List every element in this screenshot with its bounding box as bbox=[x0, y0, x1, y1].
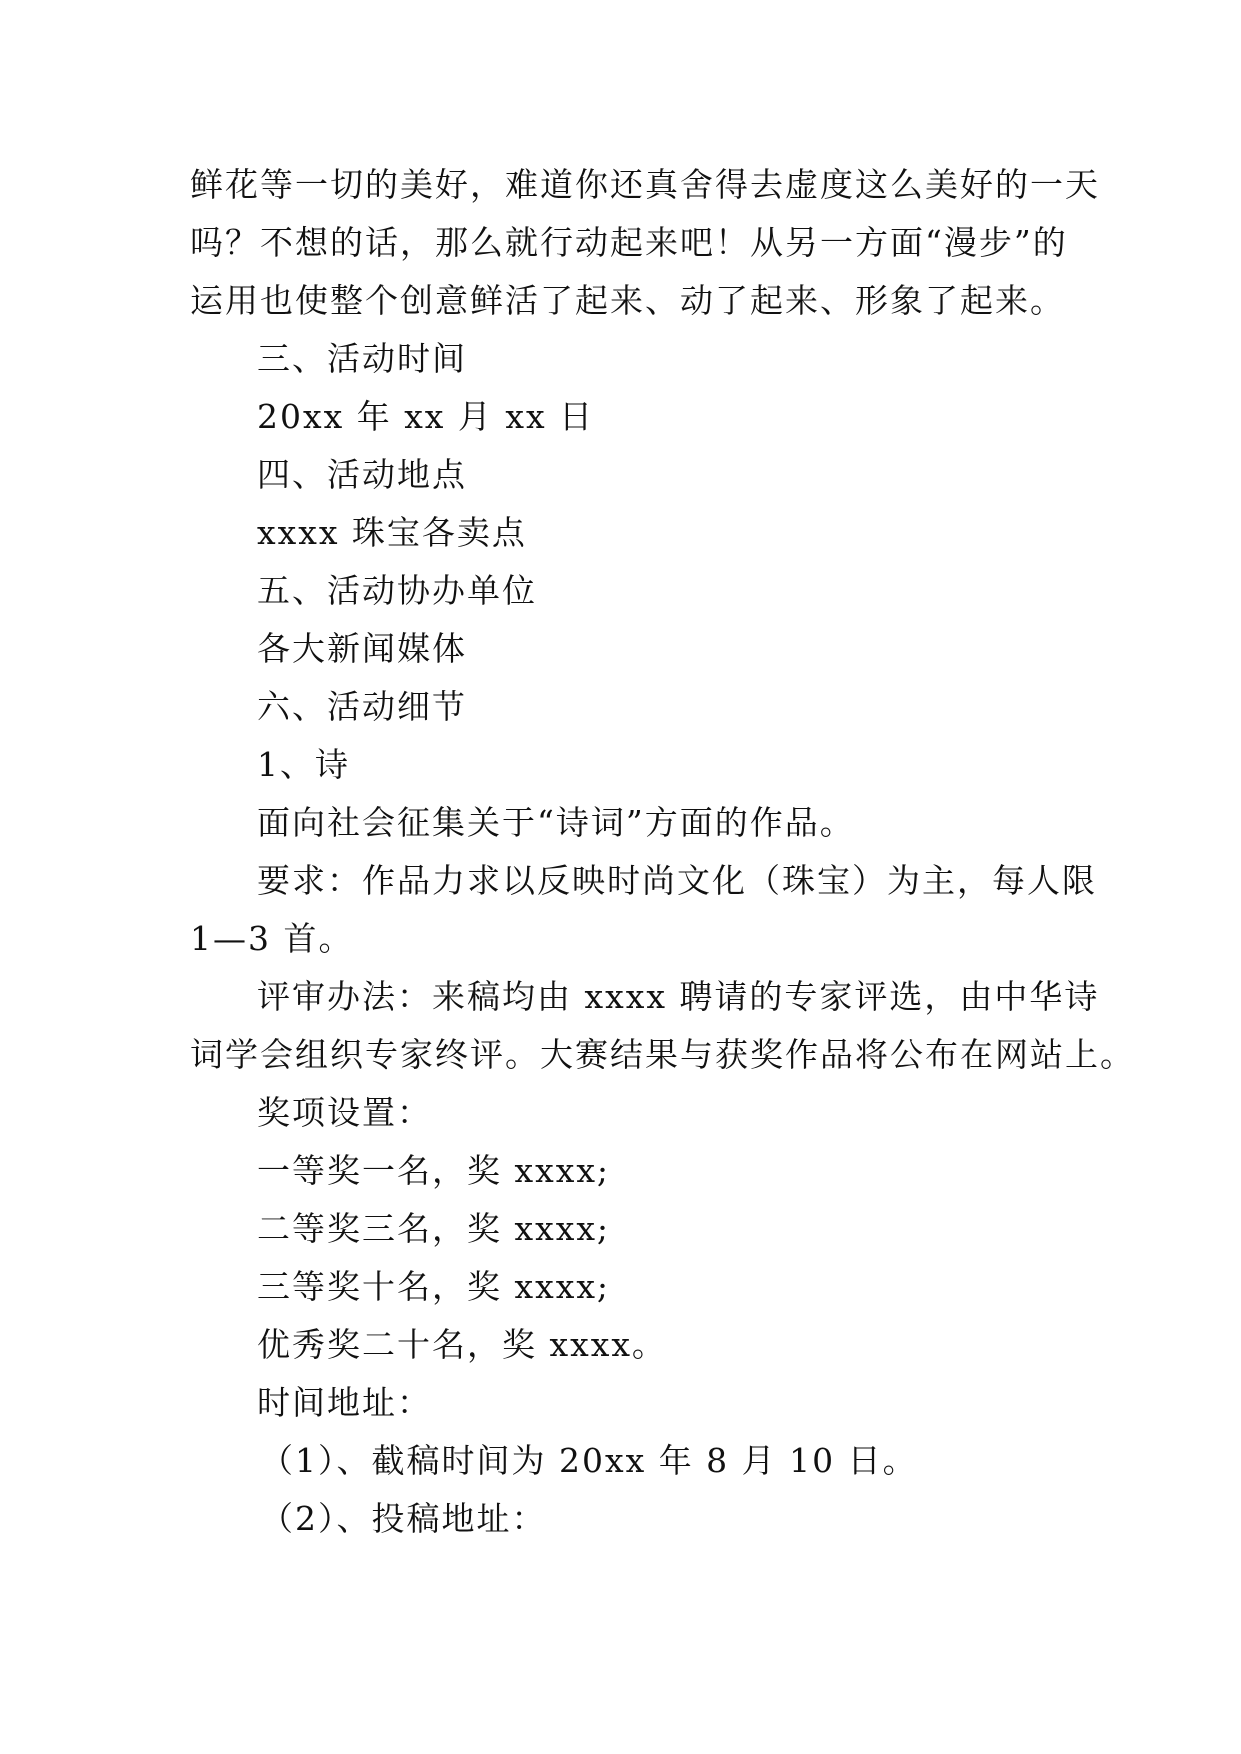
section-heading: 五、活动协办单位 bbox=[257, 571, 537, 610]
paragraph-line: 词学会组织专家终评。大赛结果与获奖作品将公布在网站上。 bbox=[190, 1035, 1135, 1074]
paragraph-line: 时间地址： bbox=[257, 1383, 432, 1422]
list-item: 优秀奖二十名，奖 xxxx。 bbox=[257, 1325, 667, 1364]
list-item: （1）、截稿时间为 20xx 年 8 月 10 日。 bbox=[260, 1441, 918, 1480]
paragraph-line: 评审办法：来稿均由 xxxx 聘请的专家评选，由中华诗 bbox=[257, 977, 1100, 1016]
list-item: 二等奖三名，奖 xxxx; bbox=[257, 1209, 611, 1248]
paragraph-line: 奖项设置： bbox=[257, 1093, 432, 1132]
paragraph-line: 吗？不想的话，那么就行动起来吧！从另一方面“漫步”的 bbox=[190, 223, 1068, 262]
list-item: 一等奖一名，奖 xxxx; bbox=[257, 1151, 611, 1190]
paragraph-line: 运用也使整个创意鲜活了起来、动了起来、形象了起来。 bbox=[190, 281, 1065, 320]
paragraph-line: 面向社会征集关于“诗词”方面的作品。 bbox=[257, 803, 855, 842]
list-item: （2）、投稿地址： bbox=[260, 1499, 547, 1538]
section-heading: 三、活动时间 bbox=[257, 339, 467, 378]
paragraph-line: 各大新闻媒体 bbox=[257, 629, 467, 668]
paragraph-line: 要求：作品力求以反映时尚文化（珠宝）为主，每人限 bbox=[257, 861, 1097, 900]
subsection-heading: 1、诗 bbox=[257, 745, 350, 784]
section-heading: 四、活动地点 bbox=[257, 455, 467, 494]
list-item: 三等奖十名，奖 xxxx; bbox=[257, 1267, 611, 1306]
paragraph-line: 20xx 年 xx 月 xx 日 bbox=[257, 397, 595, 436]
section-heading: 六、活动细节 bbox=[257, 687, 467, 726]
paragraph-line: xxxx 珠宝各卖点 bbox=[257, 513, 527, 552]
paragraph-line: 1—3 首。 bbox=[190, 919, 354, 958]
paragraph-line: 鲜花等一切的美好，难道你还真舍得去虚度这么美好的一天 bbox=[190, 165, 1100, 204]
